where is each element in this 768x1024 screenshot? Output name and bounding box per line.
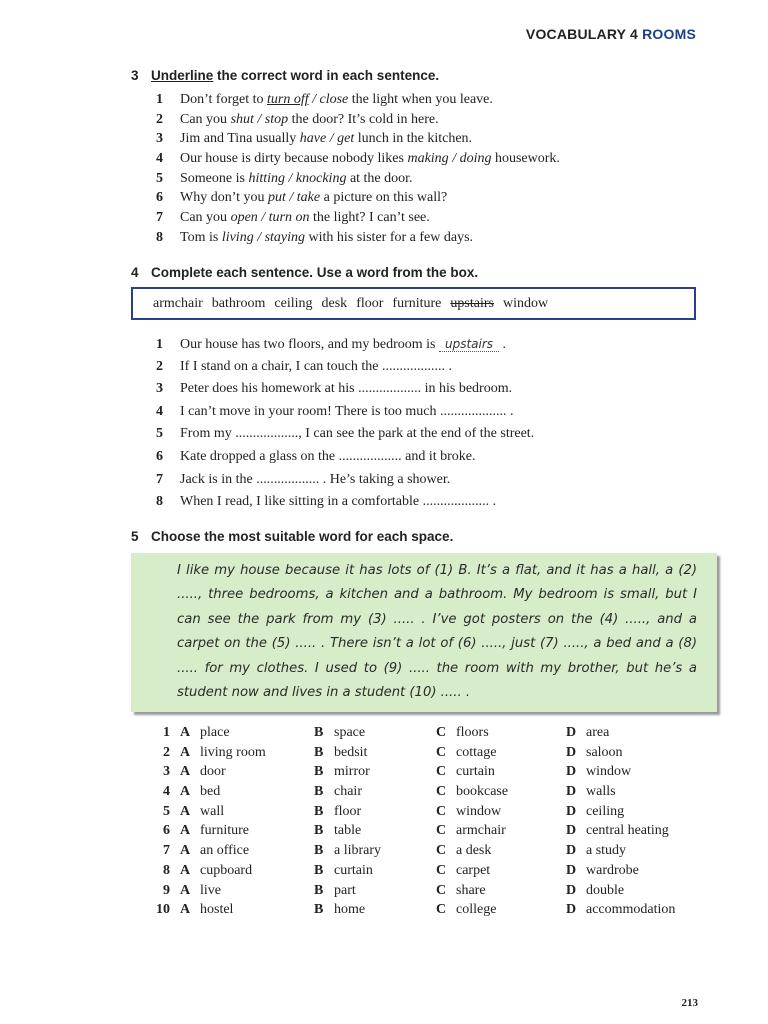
choice-letter: B bbox=[314, 764, 324, 780]
item-number: 2 bbox=[156, 358, 163, 374]
choice-row bbox=[156, 900, 716, 920]
choice-letter: B bbox=[314, 902, 324, 918]
sentence-text: Tom is bbox=[180, 229, 222, 245]
choice-word: curtain bbox=[456, 764, 495, 780]
choice-a bbox=[180, 723, 230, 743]
option-2: staying bbox=[264, 229, 306, 245]
sentence-text: . bbox=[489, 494, 497, 510]
sentence-text: Jim and Tina usually bbox=[180, 131, 300, 147]
answer-blank: ................... bbox=[422, 494, 490, 510]
sentence-text: lunch in the kitchen. bbox=[354, 131, 473, 147]
choice-table bbox=[156, 723, 716, 920]
sentence-text: Jack is in the bbox=[180, 471, 257, 487]
item-number: 5 bbox=[156, 170, 163, 186]
choice-letter: A bbox=[180, 902, 191, 918]
sentence-row bbox=[156, 208, 560, 228]
option-2: knocking bbox=[295, 170, 347, 186]
item-number: 1 bbox=[163, 725, 170, 740]
header-topic: ROOMS bbox=[642, 26, 696, 42]
choice-letter: A bbox=[180, 725, 191, 740]
exercise-number: 3 bbox=[131, 68, 139, 83]
sentence-row bbox=[156, 333, 534, 356]
choice-letter: C bbox=[436, 803, 447, 819]
item-number: 7 bbox=[156, 210, 163, 226]
box-word: furniture bbox=[392, 296, 442, 311]
choice-word: living room bbox=[200, 744, 266, 760]
choice-letter: C bbox=[436, 862, 447, 878]
item-number: 10 bbox=[156, 902, 170, 918]
item-number: 6 bbox=[156, 190, 163, 206]
choice-word: central heating bbox=[586, 823, 669, 839]
choice-letter: D bbox=[566, 862, 577, 878]
choice-word: home bbox=[334, 902, 366, 918]
sentence-text: From my bbox=[180, 426, 236, 442]
choice-letter: C bbox=[436, 823, 447, 839]
sentence-text: , I can see the park at the end of the street. bbox=[298, 426, 535, 442]
sentence-text: . bbox=[444, 358, 452, 374]
exercise-4-title bbox=[131, 265, 478, 280]
option-2: turn on bbox=[268, 210, 310, 226]
exercise-3-title bbox=[131, 68, 439, 83]
choice-row bbox=[156, 881, 716, 901]
choice-word: window bbox=[456, 803, 502, 819]
choice-word: a desk bbox=[456, 843, 492, 859]
option-1: put bbox=[268, 190, 286, 206]
word-box bbox=[131, 287, 696, 320]
sentence-text: the light? I can’t see. bbox=[309, 210, 430, 226]
item-number: 4 bbox=[163, 784, 170, 800]
choice-a bbox=[180, 762, 226, 782]
sentence-row bbox=[156, 110, 560, 130]
choice-word: saloon bbox=[586, 744, 623, 760]
choice-c bbox=[436, 821, 506, 841]
choice-word: chair bbox=[334, 784, 362, 800]
choice-row bbox=[156, 723, 716, 743]
choice-letter: A bbox=[180, 764, 191, 780]
box-word: armchair bbox=[153, 296, 203, 311]
option-1: shut bbox=[230, 111, 254, 127]
choice-letter: C bbox=[436, 902, 447, 918]
choice-word: floors bbox=[456, 725, 489, 740]
sentence-text: with his sister for a few days. bbox=[305, 229, 474, 245]
choice-word: walls bbox=[586, 784, 616, 800]
choice-d bbox=[566, 723, 609, 743]
item-number: 5 bbox=[156, 426, 163, 442]
choice-a bbox=[180, 782, 220, 802]
choice-word: table bbox=[334, 823, 362, 839]
box-word: bathroom bbox=[211, 296, 266, 311]
sentence-text: Our house has two floors, and my bedroom is bbox=[180, 337, 439, 352]
choice-word: an office bbox=[200, 843, 250, 859]
choice-d bbox=[566, 900, 675, 920]
sentence-row bbox=[156, 149, 560, 169]
sentence-row bbox=[156, 129, 560, 149]
option-2: doing bbox=[459, 151, 492, 167]
reading-passage: I like my house because it has lots of (1) B. It’s a flat, and it has a hall, a (2) ....., three bedrooms, a kitchen and a bathroom. My bedroom is small, but I can see the park from my (3) ..... . I’ve got posters on the (4) ....., and a carpet on the (5) ..... . There isn’t a lot of (6) ....., just (7) ....., a bed and a (8) ..... for my clothes. I used to (9) ..... the room with my brother, but he’s a student now and lives in a student (10) ..... . bbox=[131, 553, 717, 712]
choice-b bbox=[314, 802, 361, 822]
choice-word: furniture bbox=[200, 823, 249, 839]
option-separator: / bbox=[308, 92, 320, 107]
option-1: making bbox=[407, 151, 449, 167]
box-word: ceiling bbox=[274, 296, 313, 311]
title-text: Choose the most suitable word for each space. bbox=[151, 529, 454, 544]
choice-word: curtain bbox=[334, 862, 373, 878]
choice-word: a library bbox=[334, 843, 382, 859]
choice-word: live bbox=[200, 882, 221, 898]
item-number: 4 bbox=[156, 151, 163, 167]
item-number: 5 bbox=[163, 803, 170, 819]
choice-word: armchair bbox=[456, 823, 506, 839]
sentence-text: Can you bbox=[180, 210, 231, 226]
exercise-3-list bbox=[156, 90, 560, 248]
choice-word: floor bbox=[334, 803, 362, 819]
sentence-text: in his bedroom. bbox=[421, 381, 513, 397]
choice-row bbox=[156, 841, 716, 861]
title-text: the correct word in each sentence. bbox=[213, 68, 440, 83]
option-2: take bbox=[296, 190, 321, 206]
choice-word: part bbox=[334, 882, 356, 898]
choice-a bbox=[180, 841, 249, 861]
choice-letter: A bbox=[180, 843, 191, 859]
choice-word: cupboard bbox=[200, 862, 253, 878]
sentence-text: . bbox=[506, 403, 514, 419]
option-1: open bbox=[230, 210, 258, 226]
item-number: 6 bbox=[163, 823, 170, 839]
sentence-text: a picture on this wall? bbox=[320, 190, 448, 206]
sentence-text: Don’t forget to bbox=[180, 92, 267, 107]
choice-b bbox=[314, 821, 361, 841]
answer-blank: .................. bbox=[381, 358, 445, 374]
answer-blank: .................. bbox=[338, 448, 402, 464]
option-separator: / bbox=[448, 151, 460, 167]
choice-word: bedsit bbox=[334, 744, 368, 760]
item-number: 6 bbox=[156, 448, 163, 464]
choice-word: cottage bbox=[456, 744, 497, 760]
choice-letter: B bbox=[314, 823, 324, 839]
choice-word: bookcase bbox=[456, 784, 509, 800]
sentence-row bbox=[156, 356, 534, 379]
choice-letter: D bbox=[566, 764, 577, 780]
choice-a bbox=[180, 900, 233, 920]
item-number: 2 bbox=[163, 744, 170, 760]
choice-b bbox=[314, 723, 365, 743]
answer-blank: .................. bbox=[358, 381, 422, 397]
choice-word: carpet bbox=[456, 862, 491, 878]
sentence-text: the light when you leave. bbox=[348, 92, 493, 107]
box-word: upstairs bbox=[450, 296, 494, 311]
exercise-number: 4 bbox=[131, 265, 139, 280]
choice-word: place bbox=[200, 725, 230, 740]
choice-d bbox=[566, 861, 639, 881]
item-number: 3 bbox=[156, 131, 163, 147]
choice-c bbox=[436, 881, 486, 901]
choice-word: window bbox=[586, 764, 632, 780]
sentence-text: I can’t move in your room! There is too much bbox=[180, 403, 440, 419]
answer-blank: .................. bbox=[235, 426, 299, 442]
sentence-text: Our house is dirty because nobody likes bbox=[180, 151, 408, 167]
choice-d bbox=[566, 743, 623, 763]
exercise-5-title bbox=[131, 529, 453, 544]
option-2: stop bbox=[264, 111, 289, 127]
option-2: get bbox=[337, 131, 355, 147]
choice-word: bed bbox=[200, 784, 221, 800]
page-number: 213 bbox=[681, 997, 698, 1009]
box-word: floor bbox=[356, 296, 384, 311]
choice-letter: D bbox=[566, 744, 577, 760]
choice-d bbox=[566, 802, 624, 822]
sentence-text: Kate dropped a glass on the bbox=[180, 448, 339, 464]
choice-word: college bbox=[456, 902, 497, 918]
choice-letter: C bbox=[436, 744, 447, 760]
choice-c bbox=[436, 900, 496, 920]
choice-letter: A bbox=[180, 744, 191, 760]
exercise-number: 5 bbox=[131, 529, 139, 544]
sentence-row bbox=[156, 423, 534, 446]
choice-letter: B bbox=[314, 784, 324, 800]
choice-letter: B bbox=[314, 725, 324, 740]
choice-letter: B bbox=[314, 744, 324, 760]
choice-d bbox=[566, 762, 631, 782]
option-separator: / bbox=[285, 190, 297, 206]
choice-letter: C bbox=[436, 725, 447, 740]
option-separator: / bbox=[257, 210, 269, 226]
option-1: living bbox=[221, 229, 254, 245]
item-number: 8 bbox=[163, 862, 170, 878]
choice-word: space bbox=[334, 725, 366, 740]
choice-word: wall bbox=[200, 803, 225, 819]
option-1: have bbox=[299, 131, 327, 147]
choice-row bbox=[156, 802, 716, 822]
choice-b bbox=[314, 743, 367, 763]
choice-letter: D bbox=[566, 902, 577, 918]
choice-row bbox=[156, 743, 716, 763]
choice-letter: B bbox=[314, 843, 324, 859]
choice-c bbox=[436, 762, 495, 782]
choice-word: share bbox=[456, 882, 486, 898]
choice-c bbox=[436, 802, 501, 822]
box-word: desk bbox=[321, 296, 348, 311]
option-1: hitting bbox=[248, 170, 286, 186]
choice-row bbox=[156, 821, 716, 841]
option-2: close bbox=[319, 92, 349, 107]
choice-letter: D bbox=[566, 803, 577, 819]
choice-a bbox=[180, 743, 266, 763]
choice-letter: A bbox=[180, 803, 191, 819]
choice-letter: A bbox=[180, 823, 191, 839]
choice-a bbox=[180, 802, 224, 822]
choice-word: double bbox=[586, 882, 625, 898]
choice-letter: D bbox=[566, 725, 577, 740]
item-number: 7 bbox=[156, 471, 163, 487]
choice-word: area bbox=[586, 725, 610, 740]
item-number: 4 bbox=[156, 403, 163, 419]
sentence-row bbox=[156, 90, 560, 110]
choice-word: a study bbox=[586, 843, 627, 859]
choice-letter: B bbox=[314, 882, 324, 898]
choice-word: wardrobe bbox=[586, 862, 639, 878]
choice-letter: D bbox=[566, 823, 577, 839]
choice-letter: A bbox=[180, 784, 191, 800]
choice-b bbox=[314, 762, 370, 782]
item-number: 8 bbox=[156, 494, 163, 510]
item-number: 3 bbox=[156, 381, 163, 397]
item-number: 1 bbox=[156, 92, 163, 107]
sentence-text: and it broke. bbox=[401, 448, 476, 464]
item-number: 8 bbox=[156, 229, 163, 245]
sentence-text: at the door. bbox=[346, 170, 413, 186]
choice-b bbox=[314, 881, 356, 901]
sentence-text: If I stand on a chair, I can touch the bbox=[180, 358, 382, 374]
handwritten-answer: upstairs bbox=[439, 337, 499, 352]
sentence-row bbox=[156, 446, 534, 469]
item-number: 7 bbox=[163, 843, 170, 859]
title-text: Complete each sentence. Use a word from the box. bbox=[151, 265, 479, 280]
answer-blank: ................... bbox=[439, 403, 507, 419]
sentence-text: Can you bbox=[180, 111, 231, 127]
item-number: 3 bbox=[163, 764, 170, 780]
choice-word: door bbox=[200, 764, 226, 780]
choice-letter: C bbox=[436, 882, 447, 898]
sentence-text: Peter does his homework at his bbox=[180, 381, 359, 397]
choice-word: mirror bbox=[334, 764, 370, 780]
sentence-row bbox=[156, 469, 534, 492]
choice-b bbox=[314, 900, 365, 920]
choice-c bbox=[436, 841, 491, 861]
title-underlined-word: Underline bbox=[151, 68, 214, 83]
choice-b bbox=[314, 861, 373, 881]
choice-letter: D bbox=[566, 882, 577, 898]
choice-word: hostel bbox=[200, 902, 234, 918]
sentence-text: Why don’t you bbox=[180, 190, 269, 206]
sentence-row bbox=[156, 228, 560, 248]
item-number: 9 bbox=[163, 882, 170, 898]
choice-b bbox=[314, 782, 362, 802]
choice-letter: C bbox=[436, 764, 447, 780]
choice-row bbox=[156, 762, 716, 782]
choice-letter: B bbox=[314, 803, 324, 819]
choice-b bbox=[314, 841, 381, 861]
choice-d bbox=[566, 841, 626, 861]
choice-word: accommodation bbox=[586, 902, 676, 918]
option-separator: / bbox=[326, 131, 338, 147]
choice-word: ceiling bbox=[586, 803, 625, 819]
answer-blank: .................. bbox=[256, 471, 320, 487]
option-1: turn off bbox=[266, 92, 309, 107]
choice-letter: A bbox=[180, 882, 191, 898]
page-header bbox=[526, 26, 696, 42]
item-number: 2 bbox=[156, 111, 163, 127]
choice-row bbox=[156, 782, 716, 802]
choice-letter: D bbox=[566, 784, 577, 800]
choice-letter: C bbox=[436, 784, 447, 800]
item-number: 1 bbox=[156, 337, 163, 352]
option-separator: / bbox=[253, 229, 265, 245]
sentence-row bbox=[156, 188, 560, 208]
choice-d bbox=[566, 881, 624, 901]
sentence-row bbox=[156, 401, 534, 424]
sentence-row bbox=[156, 169, 560, 189]
choice-c bbox=[436, 782, 508, 802]
choice-a bbox=[180, 881, 221, 901]
sentence-text: . He’s taking a shower. bbox=[319, 471, 451, 487]
choice-letter: D bbox=[566, 843, 577, 859]
choice-c bbox=[436, 861, 490, 881]
choice-a bbox=[180, 861, 252, 881]
choice-c bbox=[436, 743, 496, 763]
sentence-text: Someone is bbox=[180, 170, 249, 186]
choice-d bbox=[566, 821, 669, 841]
sentence-row bbox=[156, 378, 534, 401]
choice-c bbox=[436, 723, 489, 743]
box-word: window bbox=[502, 296, 549, 311]
choice-a bbox=[180, 821, 249, 841]
sentence-text: the door? It’s cold in here. bbox=[288, 111, 439, 127]
choice-row bbox=[156, 861, 716, 881]
choice-letter: A bbox=[180, 862, 191, 878]
choice-letter: B bbox=[314, 862, 324, 878]
choice-d bbox=[566, 782, 616, 802]
choice-letter: C bbox=[436, 843, 447, 859]
sentence-text: . bbox=[499, 337, 507, 352]
exercise-4-list bbox=[156, 333, 534, 514]
header-section: VOCABULARY 4 bbox=[525, 26, 639, 42]
option-separator: / bbox=[253, 111, 265, 127]
sentence-text: When I read, I like sitting in a comfortable bbox=[180, 494, 423, 510]
sentence-row bbox=[156, 491, 534, 514]
option-separator: / bbox=[285, 170, 296, 186]
sentence-text: housework. bbox=[491, 151, 560, 167]
